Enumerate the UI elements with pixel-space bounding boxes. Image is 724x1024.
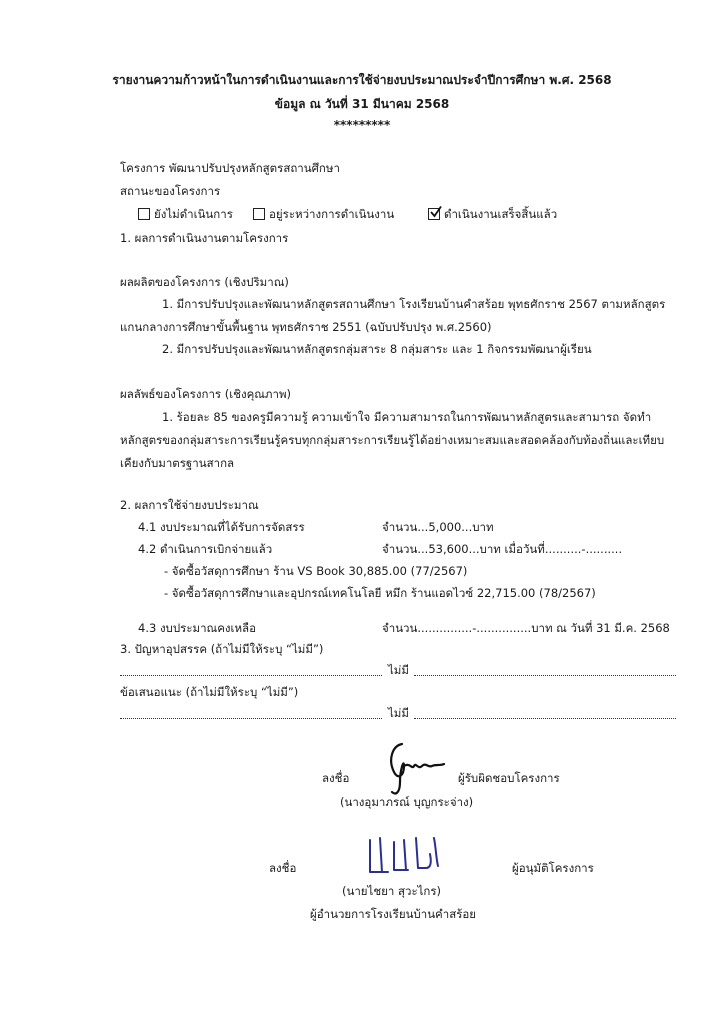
suggestions-dotted-line — [120, 718, 382, 719]
expense-item-1: - จัดซื้อวัสดุการศึกษา ร้าน VS Book 30,885.00 (77/2567) — [164, 564, 468, 578]
responsible-signature-image — [374, 736, 446, 798]
sign-label: ลงชื่อ — [269, 861, 297, 875]
budget-allocated-label: 4.1 งบประมาณที่ได้รับการจัดสรร — [138, 520, 305, 534]
suggestions-value: ไม่มี — [388, 706, 409, 720]
problems-dotted-line — [120, 675, 382, 676]
title-separator-stars: ********* — [333, 118, 391, 132]
section-1-heading: 1. ผลการดำเนินงานตามโครงการ — [120, 231, 289, 245]
problems-value: ไม่มี — [388, 663, 409, 677]
status-option-in-progress[interactable]: อยู่ระหว่างการดำเนินงาน — [253, 206, 394, 222]
budget-remaining-label: 4.3 งบประมาณคงเหลือ — [138, 621, 256, 635]
checkbox-unchecked-icon[interactable] — [253, 208, 265, 220]
approver-name: (นายไชยา สุวะไกร) — [342, 884, 442, 898]
document-subtitle-date: ข้อมูล ณ วันที่ 31 มีนาคม 2568 — [274, 97, 450, 111]
outputs-heading: ผลผลิตของโครงการ (เชิงปริมาณ) — [120, 275, 289, 289]
status-option-not-started[interactable]: ยังไม่ดำเนินการ — [138, 206, 233, 222]
approver-position: ผู้อำนวยการโรงเรียนบ้านคำสร้อย — [310, 907, 477, 921]
approver-role: ผู้อนุมัติโครงการ — [512, 861, 594, 875]
outcome-item-1: 1. ร้อยละ 85 ของครูมีความรู้ ความเข้าใจ มีความสามารถในการพัฒนาหลักสูตรและสามารถ จัดทำหลักสูตรของกลุ่มสาระการเรียนรู้ครบทุกกลุ่มสาระการเรียนรู้ได้อย่างเหมาะสมและสอดคล้องกับท้องถิ่นและเทียบเคียงกับมาตรฐานสากล — [120, 410, 665, 470]
output-item-1: 1. มีการปรับปรุงและพัฒนาหลักสูตรสถานศึกษา โรงเรียนบ้านคำสร้อย พุทธศักราช 2567 ตามหลักสูตรแกนกลางการศึกษาขั้นพื้นฐาน พุทธศักราช 2551 (ฉบับปรับปรุง พ.ศ.2560) — [120, 297, 666, 334]
responsible-role: ผู้รับผิดชอบโครงการ — [458, 771, 560, 785]
responsible-name: (นางอุมาภรณ์ บุญกระจ่าง) — [340, 795, 474, 809]
budget-disbursed-value: จำนวน...53,600...บาท เมื่อวันที่..........-.......... — [382, 542, 623, 556]
expense-item-2: - จัดซื้อวัสดุการศึกษาและอุปกรณ์เทคโนโลยี หมึก ร้านแอดไวซ์ 22,715.00 (78/2567) — [164, 586, 596, 600]
checkbox-checked-icon[interactable] — [428, 208, 440, 220]
problems-label: 3. ปัญหาอุปสรรค (ถ้าไม่มีให้ระบุ “ไม่มี”) — [120, 642, 324, 656]
problems-dotted-line — [414, 675, 676, 676]
output-item-2: 2. มีการปรับปรุงและพัฒนาหลักสูตรกลุ่มสาระ 8 กลุ่มสาระ และ 1 กิจกรรมพัฒนาผู้เรียน — [162, 342, 592, 356]
budget-remaining-value: จำนวน...............-...............บาท ณ วันที่ 31 มี.ค. 2568 — [382, 621, 670, 635]
document-title: รายงานความก้าวหน้าในการดำเนินงานและการใช้จ่ายงบประมาณประจำปีการศึกษา พ.ศ. 2568 — [112, 73, 612, 87]
sign-label: ลงชื่อ — [322, 771, 350, 785]
budget-disbursed-label: 4.2 ดำเนินการเบิกจ่ายแล้ว — [138, 542, 273, 556]
checkbox-unchecked-icon[interactable] — [138, 208, 150, 220]
suggestions-dotted-line — [414, 718, 676, 719]
budget-heading: 2. ผลการใช้จ่ายงบประมาณ — [120, 498, 259, 512]
project-name: โครงการ พัฒนาปรับปรุงหลักสูตรสถานศึกษา — [120, 161, 340, 175]
status-option-completed[interactable]: ดำเนินงานเสร็จสิ้นแล้ว — [428, 206, 557, 222]
outcomes-heading: ผลลัพธ์ของโครงการ (เชิงคุณภาพ) — [120, 387, 292, 401]
suggestions-label: ข้อเสนอแนะ (ถ้าไม่มีให้ระบุ “ไม่มี”) — [120, 685, 299, 699]
approver-signature-image — [364, 834, 444, 878]
budget-allocated-value: จำนวน...5,000...บาท — [382, 520, 494, 534]
project-status-label: สถานะของโครงการ — [120, 184, 221, 198]
